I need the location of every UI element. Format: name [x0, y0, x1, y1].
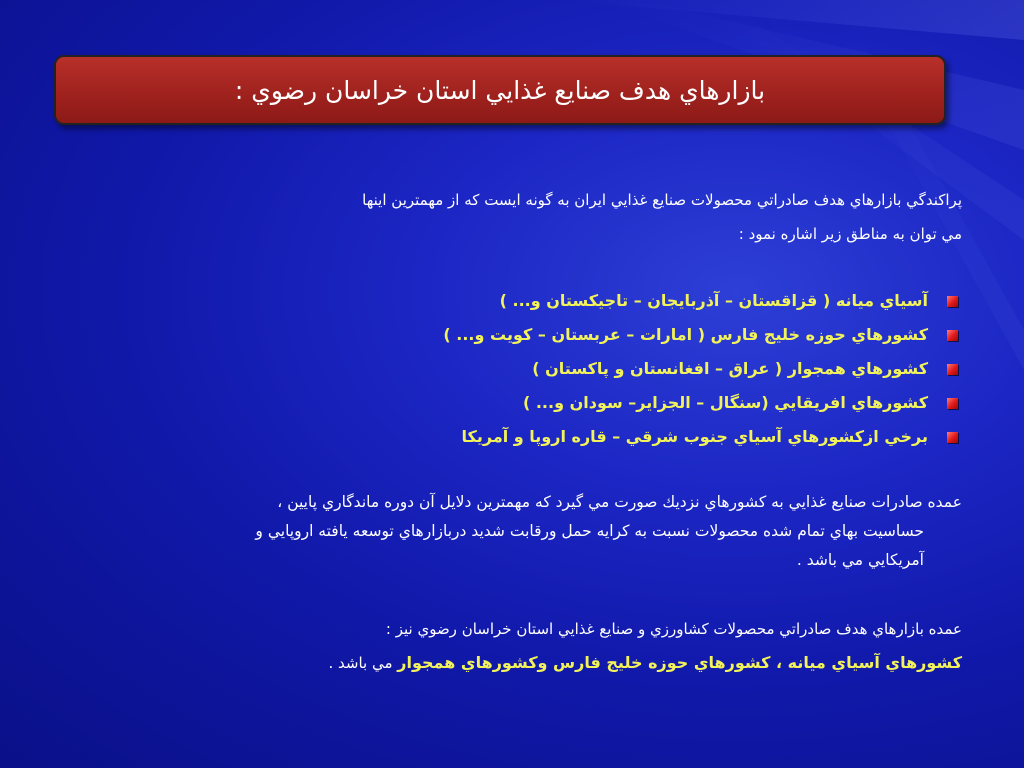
- list-item: [342, 420, 962, 454]
- bullet-text: آسياي ميانه ( قزاقستان – آذربايجان – تاجيكستان و... ): [499, 291, 928, 310]
- markets-suffix: مي باشد .: [328, 654, 398, 672]
- intro-paragraph: [202, 183, 962, 251]
- square-bullet-icon: [947, 296, 958, 307]
- bullet-text: كشورهاي همجوار ( عراق – افغانستان و پاكستان ): [532, 359, 928, 378]
- square-bullet-icon: [947, 330, 958, 341]
- exports-paragraph: [52, 488, 962, 575]
- bullet-text: برخي ازكشورهاي آسياي جنوب شرقي – قاره اروپا و آمريكا: [461, 427, 928, 446]
- markets-line-1: عمده بازارهاي هدف صادراتي محصولات كشاورزي و صنايع غذايي استان خراسان رضوي نيز :: [385, 620, 962, 638]
- square-bullet-icon: [947, 432, 958, 443]
- intro-line-1: پراكندگي بازارهاي هدف صادراتي محصولات صنايع غذايي ايران به گونه ايست كه از مهمترين اينها: [362, 191, 962, 209]
- markets-paragraph: [202, 612, 962, 680]
- list-item: [342, 318, 962, 352]
- list-item: [342, 386, 962, 420]
- square-bullet-icon: [947, 398, 958, 409]
- markets-highlight: كشورهاي آسياي ميانه ، كشورهاي حوزه خليج فارس وكشورهاي همجوار: [397, 653, 962, 672]
- exports-line-3: آمريكايي مي باشد .: [796, 551, 924, 569]
- title-banner: [54, 55, 946, 125]
- exports-line-1: عمده صادرات صنايع غذايي به كشورهاي نزديك صورت مي گيرد كه مهمترين دلايل آن دوره ماندگاري پايين ،: [277, 493, 962, 511]
- bullet-text: كشورهاي افريقايي (سنگال – الجزاير– سودان و... ): [522, 393, 928, 412]
- intro-line-2: مي توان به مناطق زير اشاره نمود :: [738, 225, 962, 243]
- page-title: بازارهاي هدف صنايع غذايي استان خراسان رضوي :: [234, 75, 766, 105]
- list-item: [342, 352, 962, 386]
- bullet-text: كشورهاي حوزه خليج فارس ( امارات – عربستان – كويت و... ): [443, 325, 928, 344]
- square-bullet-icon: [947, 364, 958, 375]
- target-regions-list: [342, 284, 962, 454]
- list-item: [342, 284, 962, 318]
- exports-line-2: حساسيت بهاي تمام شده محصولات نسبت به كرايه حمل ورقابت شديد دربازارهاي توسعه يافته اروپايي و: [255, 522, 924, 540]
